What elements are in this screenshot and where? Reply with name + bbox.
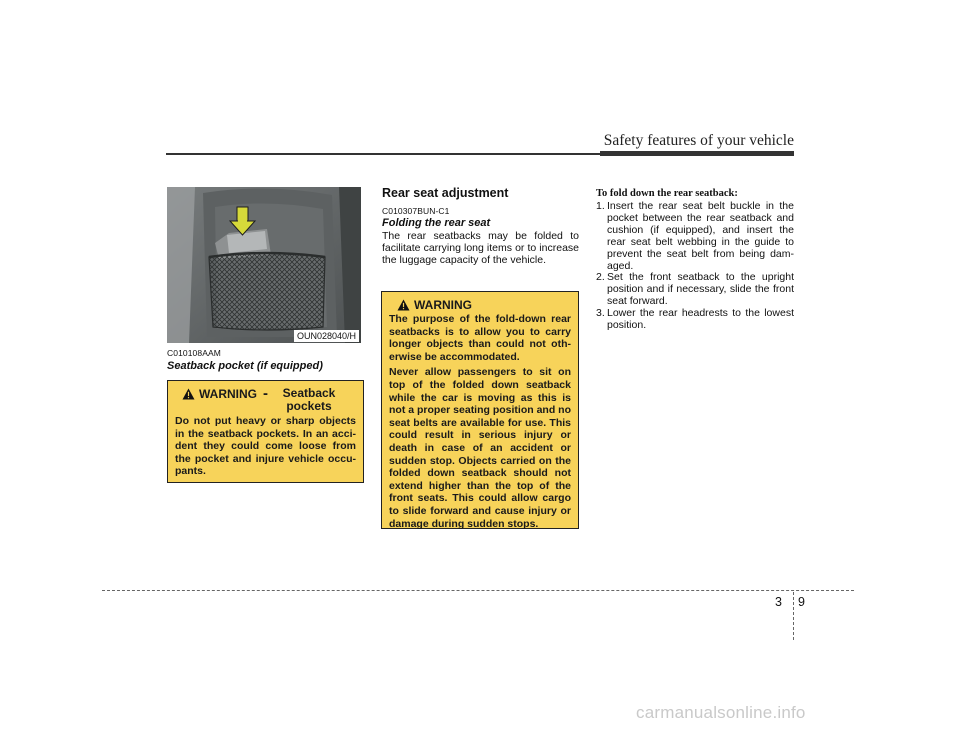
warning-label: WARNING <box>199 387 257 401</box>
procedure-step <box>596 201 794 272</box>
procedure-step <box>596 272 794 308</box>
warning-triangle-icon <box>397 299 410 311</box>
step-text: Set the front seatback to the upright position and if necessary, slide the front seat forward. <box>607 271 794 308</box>
chapter-number: 3 <box>775 595 782 609</box>
warning-triangle-icon <box>182 388 195 400</box>
page-number: 9 <box>798 595 805 609</box>
watermark: carmanualsonline.info <box>636 703 806 722</box>
step-text: Lower the rear headrests to the lowest position. <box>607 307 794 332</box>
section-code: C010307BUN-C1 <box>382 206 450 216</box>
procedure-step <box>596 308 794 332</box>
footer-dashed-rule <box>102 590 854 591</box>
step-number: 2. <box>596 271 605 284</box>
warning-header <box>397 298 571 312</box>
section-title: Rear seat adjustment <box>382 186 509 200</box>
procedure-heading: To fold down the rear seatback: <box>596 188 738 199</box>
section-subheading: Folding the rear seat <box>382 217 491 229</box>
seatback-pocket-illustration <box>167 187 361 343</box>
warning-topic: Seatback pockets <box>282 386 336 413</box>
step-number: 1. <box>596 200 605 212</box>
warning-paragraph: Never allow passengers to sit on top of the folded down seatback while the car is moving as this is not a proper seating position and no seat belts are available for use. This could result in serious injury or death in case of an accident or sudden stop. Objects carried on the folded down seatback should not extend higher than the top of the front seats. This could allow cargo to slide forward and cause injury or damage during sudden stops. <box>389 366 572 530</box>
warning-dash: - <box>263 385 268 402</box>
section-body: The rear seatbacks may be folded to facilitate carrying long items or to increase the luggage capacity of the vehicle. <box>382 230 579 266</box>
page-header-title: Safety features of your vehicle <box>603 132 794 149</box>
step-text: Insert the rear seat belt buckle in the pocket between the rear seatback and cushion (if equipped), and insert the rear seat belt webbing in the guide to prevent the seat belt from being dam-aged. <box>607 200 794 272</box>
warning-box-seatback-pockets <box>167 380 364 483</box>
figure-caption: OUN028040/H <box>294 330 359 342</box>
header-tab-bar <box>600 151 794 156</box>
warning-body: Do not put heavy or sharp objects in the seatback pockets. In an acci-dent they could come loose from the pocket and injure vehicle occu-pants. <box>175 415 356 478</box>
section-subheading: Seatback pocket (if equipped) <box>167 360 323 372</box>
warning-box-fold-down-seats <box>381 291 579 529</box>
step-number: 3. <box>596 307 605 320</box>
warning-label: WARNING <box>414 298 472 312</box>
procedure-steps <box>596 201 794 332</box>
warning-paragraph: The purpose of the fold-down rear seatbacks is to allow you to carry longer objects than could not oth-erwise be accommodated. <box>389 313 571 363</box>
footer-page-divider <box>793 592 794 640</box>
seatback-pocket-photo <box>167 187 361 343</box>
warning-header <box>182 387 356 413</box>
section-code: C010108AAM <box>167 348 221 358</box>
